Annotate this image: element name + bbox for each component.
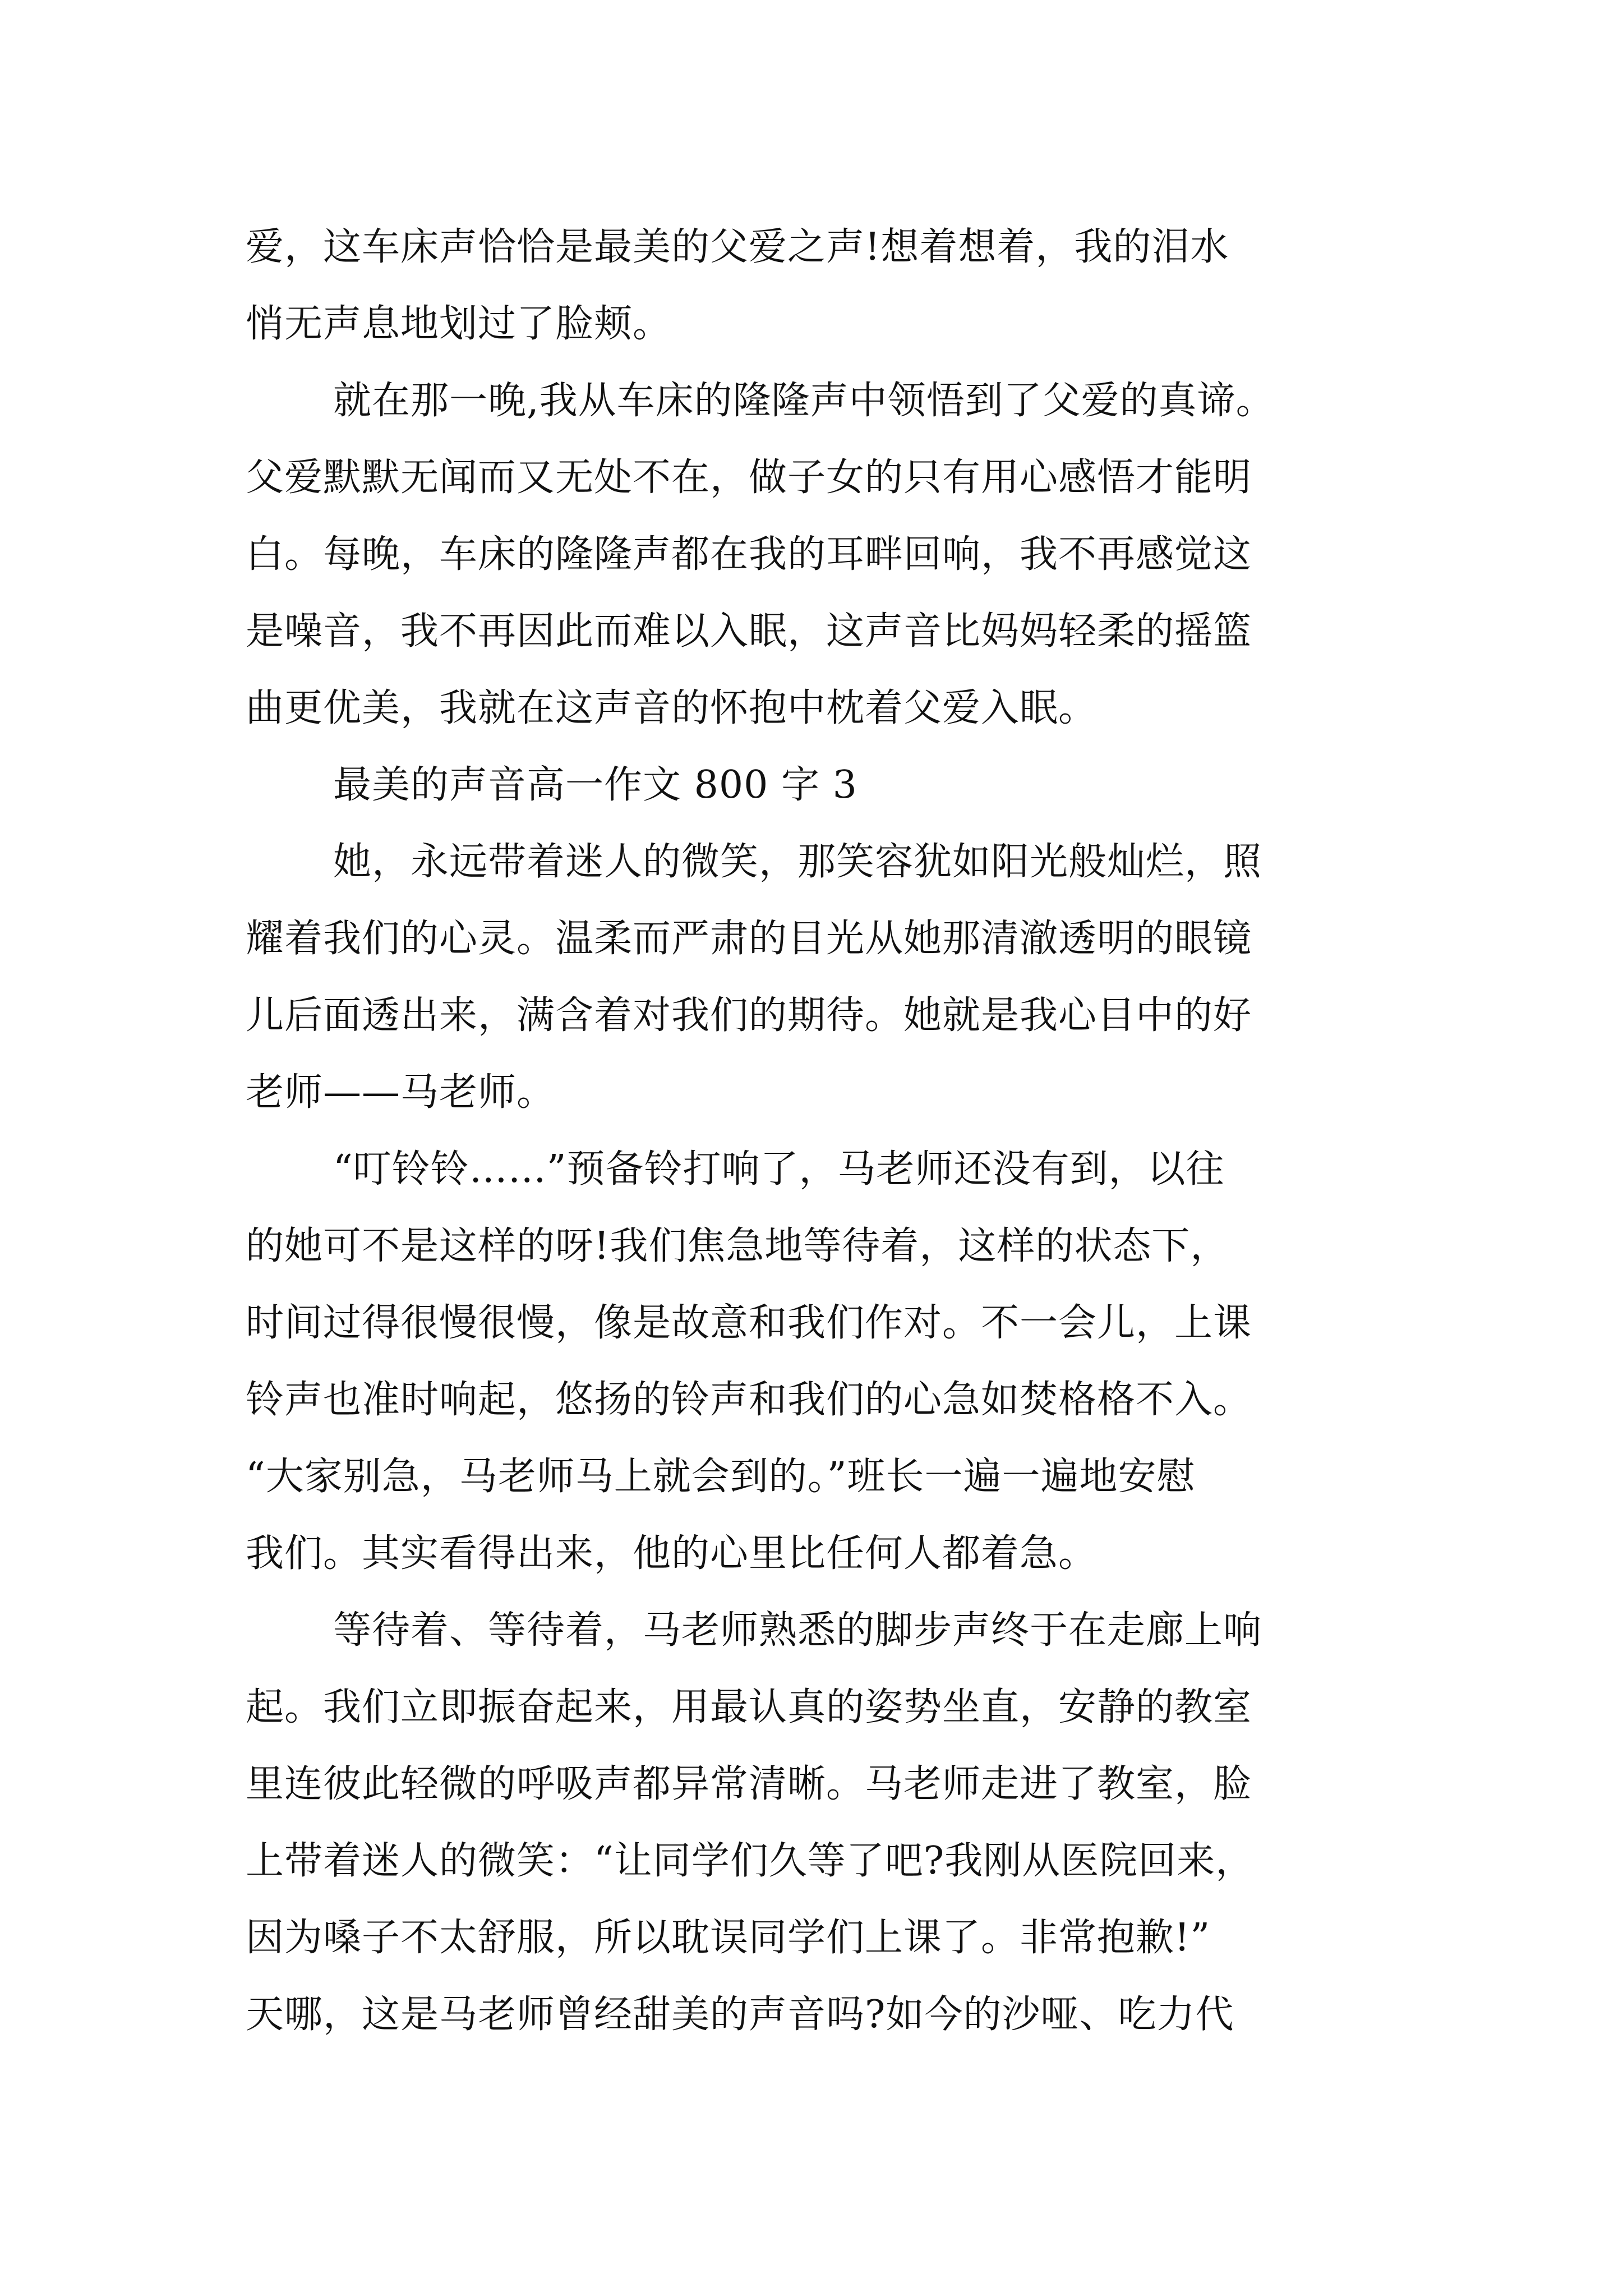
text-line: 就在那一晚,我从车床的隆隆声中领悟到了父爱的真谛。 <box>333 379 1275 423</box>
text-line: 悄无声息地划过了脸颊。 <box>246 302 672 346</box>
text-line: 时间过得很慢很慢，像是故意和我们作对。不一会儿，上课 <box>246 1301 1252 1345</box>
text-line: 曲更优美，我就在这声音的怀抱中枕着父爱入眠。 <box>246 686 1098 730</box>
text-line: 天哪，这是马老师曾经甜美的声音吗?如今的沙哑、吃力代 <box>246 1993 1234 2037</box>
text-line: 是噪音，我不再因此而难以入眠，这声音比妈妈轻柔的摇篮 <box>246 609 1252 654</box>
text-line: “叮铃铃……”预备铃打响了，马老师还没有到，以往 <box>333 1147 1225 1191</box>
text-line: 我们。其实看得出来，他的心里比任何人都着急。 <box>246 1531 1098 1576</box>
text-line: 等待着、等待着，马老师熟悉的脚步声终于在走廊上响 <box>333 1608 1262 1653</box>
text-line: “大家别急，马老师马上就会到的。”班长一遍一遍地安慰 <box>246 1455 1196 1499</box>
text-line: 起。我们立即振奋起来，用最认真的姿势坐直，安静的教室 <box>246 1685 1252 1729</box>
text-line: 老师——马老师。 <box>246 1070 556 1115</box>
text-line: 父爱默默无闻而又无处不在，做子女的只有用心感悟才能明 <box>246 455 1252 500</box>
text-line: 铃声也准时响起，悠扬的铃声和我们的心急如焚格格不入。 <box>246 1378 1252 1422</box>
essay-text <box>246 209 1401 2053</box>
text-line: 因为嗓子不太舒服，所以耽误同学们上课了。非常抱歉!” <box>246 1916 1211 1960</box>
text-line: 最美的声音高一作文 800 字 3 <box>333 763 857 807</box>
text-line: 她，永远带着迷人的微笑，那笑容犹如阳光般灿烂，照 <box>333 840 1262 884</box>
text-line: 里连彼此轻微的呼吸声都异常清晰。马老师走进了教室，脸 <box>246 1762 1252 1806</box>
text-line: 上带着迷人的微笑：“让同学们久等了吧?我刚从医院回来， <box>246 1839 1255 1883</box>
text-line: 爱，这车床声恰恰是最美的父爱之声!想着想着，我的泪水 <box>246 225 1229 269</box>
text-line: 白。每晚，车床的隆隆声都在我的耳畔回响，我不再感觉这 <box>246 532 1252 577</box>
text-line: 的她可不是这样的呀!我们焦急地等待着，这样的状态下， <box>246 1224 1229 1268</box>
text-line: 耀着我们的心灵。温柔而严肃的目光从她那清澈透明的眼镜 <box>246 917 1252 961</box>
text-line: 儿后面透出来，满含着对我们的期待。她就是我心目中的好 <box>246 993 1252 1038</box>
